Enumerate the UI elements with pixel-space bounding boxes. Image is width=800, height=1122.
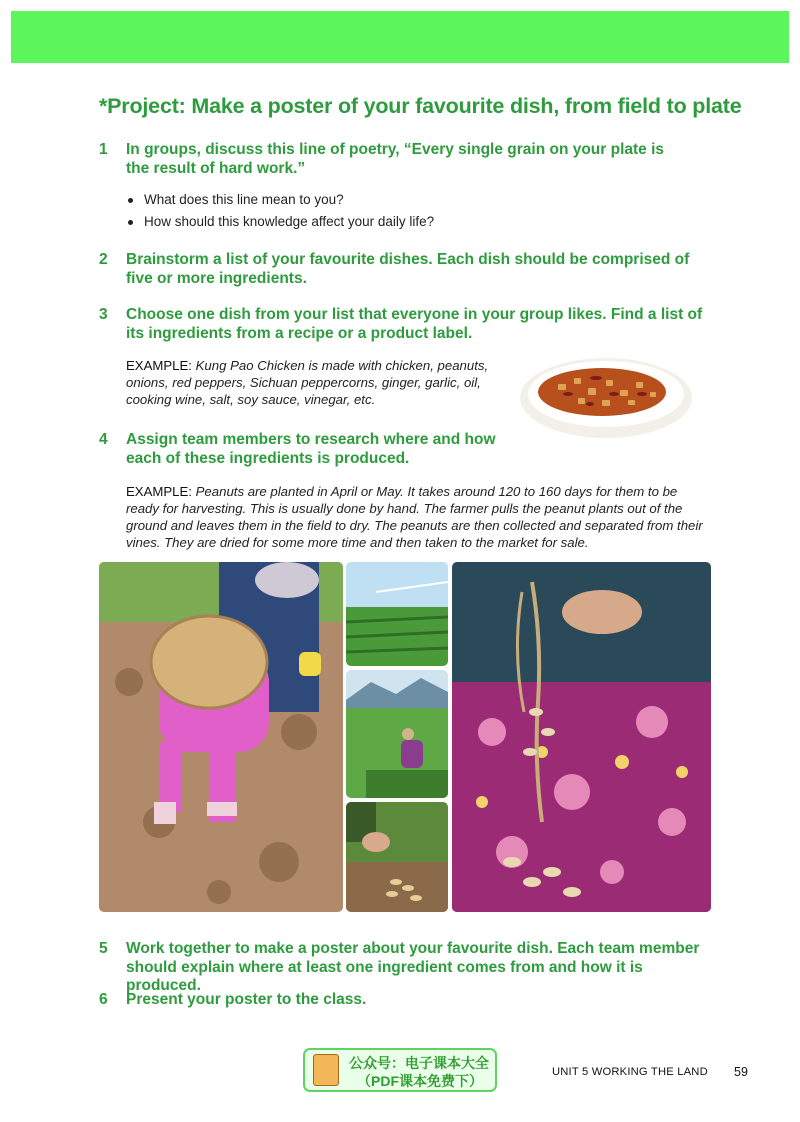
step-number: 5: [99, 940, 108, 957]
example-text: Peanuts are planted in April or May. It takes around 120 to 160 days for them to be ready for harvesting. This is usually done by hand. The farmer pulls the peanut plants out of the ground and leaves them in the field to dry. The peanuts are then collected and separated from their vines. They are dried for some more time and then taken to the market for sale.: [126, 484, 703, 550]
example-text: Kung Pao Chicken is made with chicken, peanuts, onions, red peppers, Sichuan peppercorns, ginger, garlic, oil, cooking wine, salt, soy sauce, vinegar, etc.: [126, 358, 489, 407]
discussion-questions: [127, 191, 434, 235]
example-peanuts: [126, 483, 706, 551]
step-text: Work together to make a poster about your favourite dish. Each team member should explain where at least one ingredient comes from and how it is produced.: [126, 940, 700, 994]
step-number: 2: [99, 251, 108, 268]
step-number: 4: [99, 431, 108, 448]
step-text: Choose one dish from your list that everyone in your group likes. Find a list of its ingredients from a recipe or a product label.: [126, 306, 703, 342]
bullet-item: What does this line mean to you?: [127, 191, 434, 213]
step-6: [99, 991, 719, 1010]
peanut-harvest-closeup-photo: [452, 562, 711, 912]
step-text: Assign team members to research where and how each of these ingredients is produced.: [126, 431, 496, 467]
farmer-in-field-photo: [346, 670, 448, 798]
kung-pao-dish-photo: [518, 348, 694, 440]
top-color-band: [11, 11, 789, 63]
step-5: [99, 940, 719, 996]
unit-label: UNIT 5 WORKING THE LAND: [552, 1066, 708, 1078]
book-icon: [313, 1054, 339, 1086]
logo-line-1: 公众号：电子课本大全: [349, 1055, 489, 1071]
step-1: [99, 141, 719, 178]
step-number: 3: [99, 306, 108, 323]
example-label: EXAMPLE:: [126, 484, 192, 499]
step-4: [99, 431, 719, 468]
step-3: [99, 306, 719, 343]
step-number: 6: [99, 991, 108, 1008]
step-text: In groups, discuss this line of poetry, “Every single grain on your plate is the result of hard work.”: [126, 141, 665, 177]
step-2: [99, 251, 719, 288]
farmer-planting-photo: [99, 562, 343, 912]
step-text: Present your poster to the class.: [126, 991, 367, 1008]
pulling-peanut-plant-photo: [346, 802, 448, 912]
example-label: EXAMPLE:: [126, 358, 192, 373]
bullet-item: How should this knowledge affect your daily life?: [127, 213, 434, 235]
watermark-logo: [303, 1048, 497, 1092]
step-text: Brainstorm a list of your favourite dishes. Each dish should be comprised of five or more ingredients.: [126, 251, 690, 287]
example-kung-pao: [126, 357, 521, 408]
peanut-field-photo: [346, 562, 448, 666]
logo-line-2: （PDF课本免费下）: [357, 1073, 483, 1089]
step-number: 1: [99, 141, 108, 158]
page-title: *Project: Make a poster of your favourite dish, from field to plate: [99, 94, 742, 118]
page-number: 59: [734, 1065, 748, 1079]
